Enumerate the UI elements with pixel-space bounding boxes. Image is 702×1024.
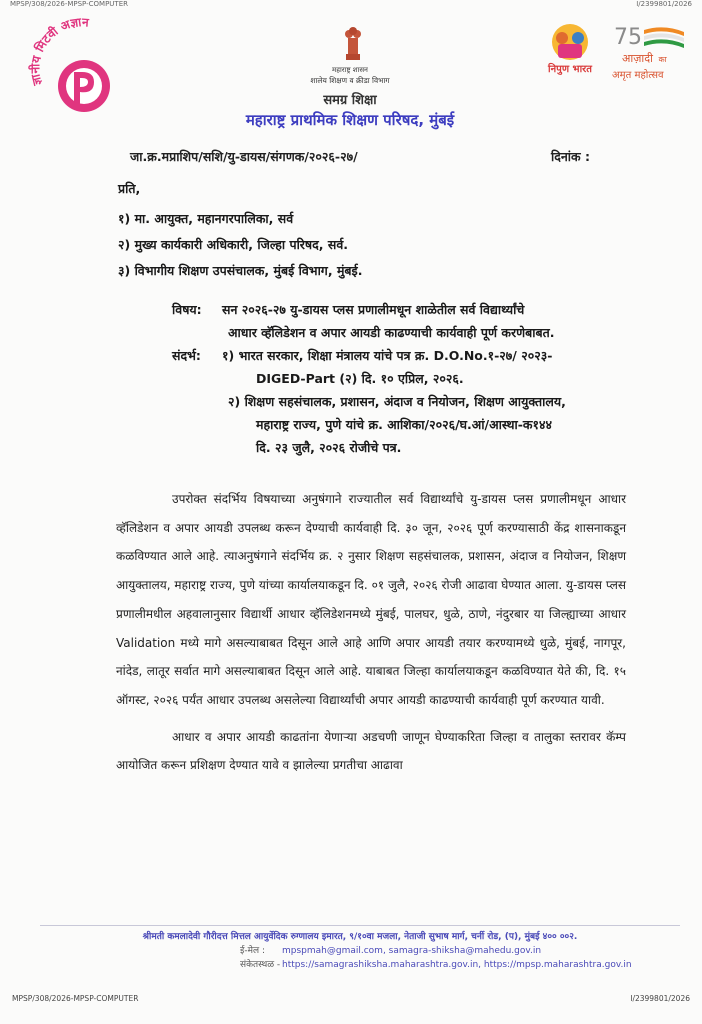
subject-line-1: सन २०२६-२७ यु-डायस प्लस प्रणालीमधून शाळेतील सर्व विद्यार्थ्यांचे [222, 302, 525, 317]
azadi-text-1: आज़ादी [622, 52, 653, 65]
footer-address: श्रीमती कमलादेवी गौरीदत्त मित्तल आयुर्वेदिक रुग्णालय इमारत, ९/१०वा मजला, नेताजी सुभाष मार्ग, चर्नी रोड, (प), मुंबई ४०० ००२. [142, 932, 578, 942]
state-emblem-icon [340, 24, 366, 64]
mpsp-logo [22, 14, 142, 124]
svg-text:निपुण भारत [547, 62, 593, 75]
top-strip-right: I/2399801/2026 [636, 0, 692, 8]
svg-text:अमृत महोत्सव [612, 69, 664, 81]
date-label: दिनांक : [550, 149, 590, 164]
letter-body [116, 485, 626, 780]
letterhead-footer [40, 930, 680, 972]
azadi-text-2: का [658, 55, 667, 64]
subject-line-2: आधार व्हॅलिडेशन व अपार आयडी काढण्याची कार्यवाही पूर्ण करणेबाबत. [228, 325, 555, 340]
recipient-list [118, 206, 638, 284]
svg-text:75: 75 [614, 25, 642, 50]
body-paragraph-1: उपरोक्त संदर्भिय विषयाच्या अनुषंगाने राज्यातील सर्व विद्यार्थ्यांचे यु-डायस प्लस प्रणालीमधून आधार व्हॅलिडेशन व अपार आयडी उपलब्ध करून देण्याची कार्यवाही दि. ३० जून, २०२६ पूर्ण करण्यासाठी केंद्र शासनाकडून कळविण्यात आले आहे. त्याअनुषंगाने संदर्भिय क्र. २ नुसार शिक्षण सहसंचालक, प्रशासन, अंदाज व नियोजन, शिक्षण आयुक्तालय, महाराष्ट्र राज्य, पुणे यांच्या कार्यालयाकडून दि. ०१ जुलै, २०२६ रोजी आढावा घेण्यात आला. यु-डायस प्लस प्रणालीमधील अहवालानुसार विद्यार्थी आधार व्हॅलिडेशनमध्ये मुंबई, पालघर, धुळे, ठाणे, नंदुरबार या जिल्ह्याच्या आधार Validation मध्ये मागे असल्याबाबत दिसून आले आहे आणि अपार आयडी तयार करण्यामध्ये धुळे, मुंबई, नागपूर, नांदेड, लातूर सर्वात मागे असल्याबाबत दिसून आले आहे. याबाबत जिल्हा कार्यालयाकडून कळविण्यात येते की, दि. १५ ऑगस्ट, २०२६ पर्यंत आधार उपलब्ध असलेल्या विद्यार्थ्यांची अपार आयडी काढण्याची कार्यवाही पूर्ण करण्यात यावी. [116, 492, 626, 707]
footer-web: https://samagrashiksha.maharashtra.gov.in, https://mpsp.maharashtra.gov.in [282, 960, 632, 970]
reference-1a: १) भारत सरकार, शिक्षा मंत्रालय यांचे पत्र क्र. D.O.No.१-२७/ २०२३- [222, 348, 553, 363]
reference-2c: दि. २३ जुलै, २०२६ रोजीचे पत्र. [256, 440, 402, 455]
reference-2a: २) शिक्षण सहसंचालक, प्रशासन, अंदाज व नियोजन, शिक्षण आयुक्तालय, [228, 394, 566, 409]
salutation: प्रति, [118, 181, 141, 196]
body-paragraph-2: आधार व अपार आयडी काढतांना येणाऱ्या अडचणी जाणून घेण्याकरिता जिल्हा व तालुका स्तरावर कॅम्प आयोजित करून प्रशिक्षण देण्यात यावे व झालेल्या प्रगतीचा आढावा [116, 729, 626, 773]
bottom-strip-left: MPSP/308/2026-MPSP-COMPUTER [12, 994, 139, 1003]
reference-label: संदर्भ: [172, 348, 201, 363]
top-strip-left: MPSP/308/2026-MPSP-COMPUTER [10, 0, 128, 8]
svg-text:आज़ादी का [622, 52, 668, 65]
footer-divider [40, 925, 680, 926]
top-strip [0, 0, 702, 8]
recipient-1: १) मा. आयुक्त, महानगरपालिका, सर्व [118, 211, 294, 226]
header-org: महाराष्ट्र प्राथमिक शिक्षण परिषद, मुंबई [245, 111, 455, 129]
footer-email-label: ई-मेल : [240, 946, 266, 956]
logo-arc-text: ज्ञानीय मिटवी अज्ञान [28, 15, 90, 87]
header-gov: महाराष्ट्र शासन [332, 66, 368, 74]
footer-email: mpspmah@gmail.com, samagra-shiksha@mahedu.gov.in [282, 946, 542, 956]
reference-2b: महाराष्ट्र राज्य, पुणे यांचे क्र. आशिका/२०२६/घ.आं/आस्था-क१४४ [256, 417, 553, 432]
subject-block [172, 298, 642, 459]
header-dept: शालेय शिक्षण व क्रीडा विभाग [310, 76, 390, 85]
footer-web-label: संकेतस्थळ - [240, 960, 281, 970]
reference-1b: DIGED-Part (२) दि. १० एप्रिल, २०२६. [256, 371, 464, 386]
bottom-strip-right: I/2399801/2026 [630, 994, 690, 1003]
reference-line [130, 148, 590, 165]
reference-number: जा.क्र.मप्राशिप/सशि/यु-डायस/संगणक/२०२६-२७/ [130, 149, 358, 164]
bottom-strip [0, 994, 702, 1004]
nipun-text: निपुण भारत [548, 64, 592, 75]
azadi-text-3: अमृत महोत्सव [612, 70, 664, 81]
recipient-3: ३) विभागीय शिक्षण उपसंचालक, मुंबई विभाग, मुंबई. [118, 263, 363, 278]
subject-label: विषय: [172, 302, 202, 317]
recipient-2: २) मुख्य कार्यकारी अधिकारी, जिल्हा परिषद, सर्व. [118, 237, 349, 252]
header-title: समग्र शिक्षा [323, 93, 377, 108]
azadi-amrit-mahotsav-logo [604, 20, 690, 84]
